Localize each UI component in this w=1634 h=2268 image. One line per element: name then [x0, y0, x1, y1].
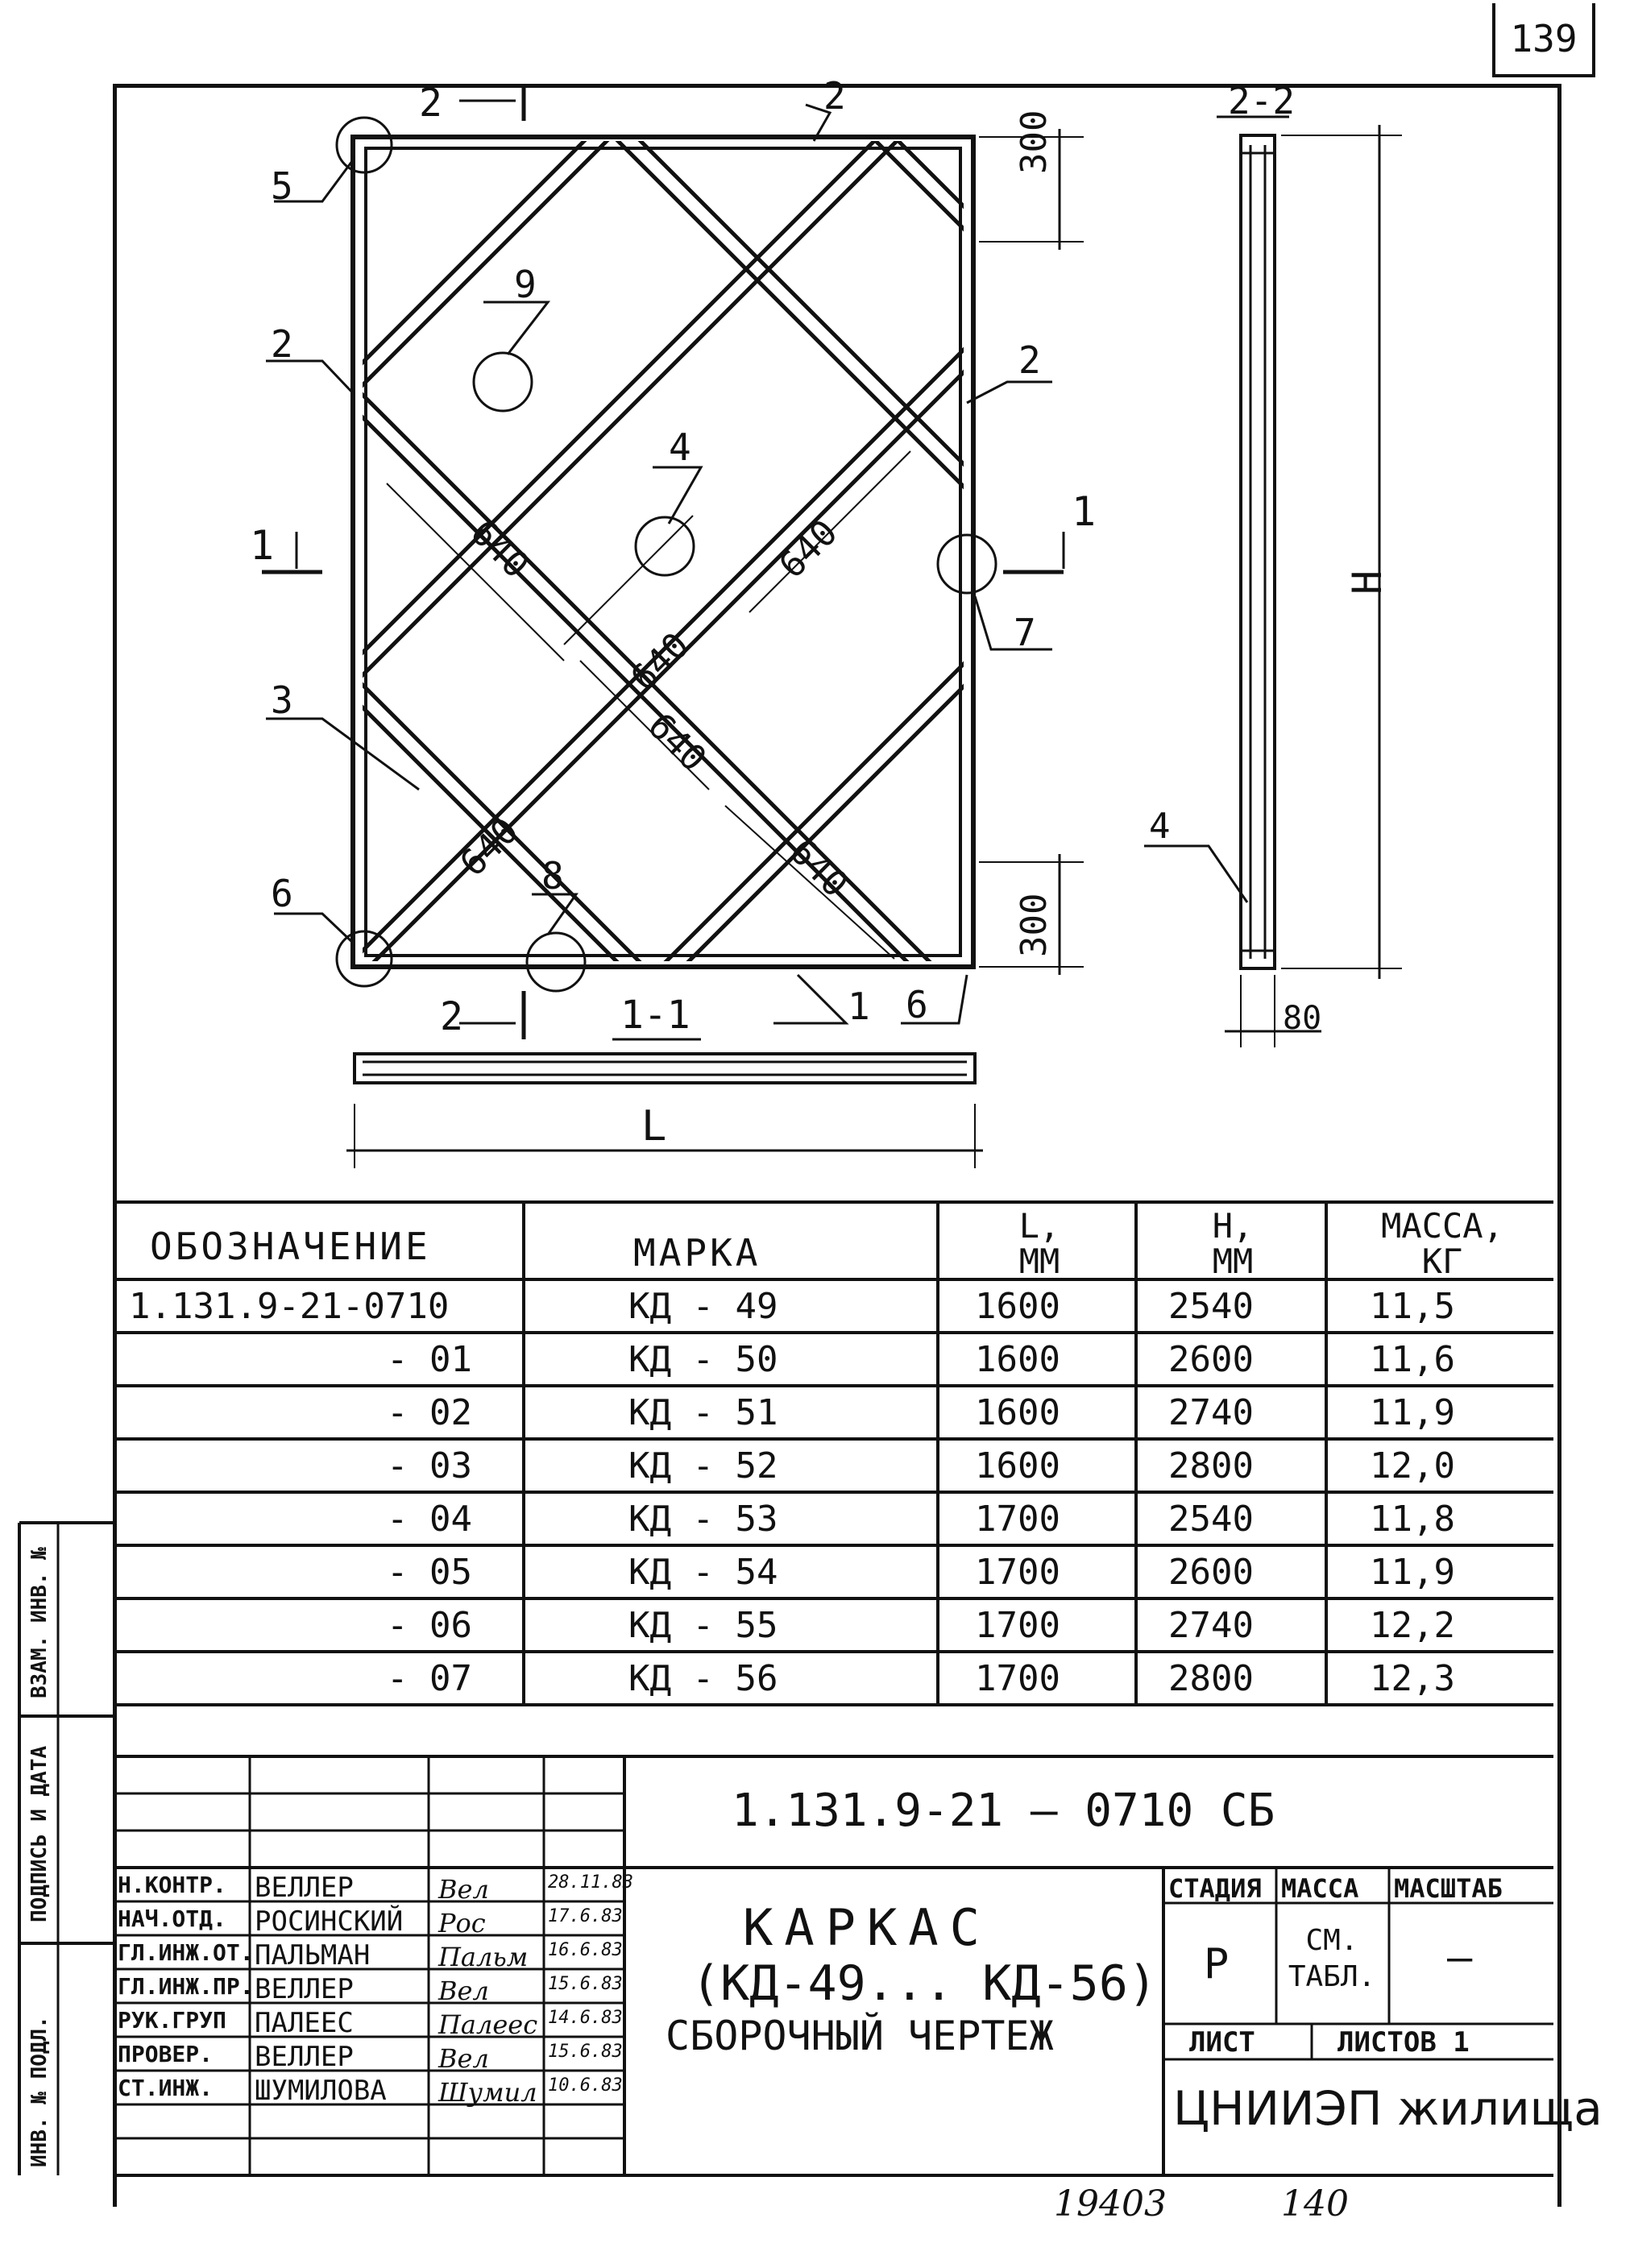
callout-2-right: 2 [1018, 338, 1041, 382]
signatory-signature: Вел [438, 1874, 489, 1905]
signatory-name: ШУМИЛОВА [255, 2075, 387, 2107]
signatory-signature: Рос [438, 1908, 486, 1938]
cell-height: 2800 [1168, 1657, 1254, 1699]
cell-mass: 12,2 [1370, 1604, 1455, 1646]
cell-height: 2740 [1168, 1604, 1254, 1646]
cell-designation: - 02 [387, 1391, 472, 1433]
sheets-label: ЛИСТОВ 1 [1337, 2026, 1470, 2059]
signatory-date: 17.6.83 [548, 1906, 623, 1926]
signatory-date: 28.11.83 [548, 1872, 633, 1893]
cell-designation: - 01 [387, 1338, 472, 1380]
cell-length: 1600 [975, 1391, 1060, 1433]
dim-L: L [641, 1102, 667, 1151]
section-2-2-label: 2-2 [1228, 79, 1296, 122]
signatory-role: Н.КОНТР. [118, 1872, 226, 1898]
header-length: L, ММ [1018, 1206, 1060, 1282]
signatory-date: 15.6.83 [548, 2042, 623, 2062]
header-mass: МАССА, КГ [1381, 1206, 1503, 1282]
callout-9: 9 [514, 263, 537, 306]
cell-length: 1600 [975, 1445, 1060, 1486]
header-designation: ОБОЗНАЧЕНИЕ [150, 1225, 431, 1268]
mass-label: МАССА [1281, 1873, 1359, 1904]
callout-8: 8 [541, 854, 564, 898]
page-number-text: 139 [1510, 17, 1578, 60]
header-mark: МАРКА [633, 1231, 761, 1275]
organization: ЦНИИЭП жилища [1173, 2081, 1603, 2136]
dim-640-d: 640 [639, 705, 715, 780]
cell-length: 1600 [975, 1285, 1060, 1327]
cell-designation: - 05 [387, 1551, 472, 1593]
signatory-date: 15.6.83 [548, 1974, 623, 1994]
signatory-role: НАЧ.ОТД. [118, 1905, 226, 1932]
section-1-1-label: 1-1 [620, 993, 691, 1038]
dim-640-e: 640 [452, 810, 527, 885]
cell-length: 1700 [975, 1657, 1060, 1699]
signatory-signature: Шумил [438, 2077, 537, 2108]
signatory-date: 16.6.83 [548, 1940, 623, 1960]
cell-height: 2800 [1168, 1445, 1254, 1486]
cell-mass: 11,9 [1370, 1551, 1455, 1593]
cell-mark: КД - 56 [628, 1657, 778, 1699]
cell-mark: КД - 49 [628, 1285, 778, 1327]
cell-mass: 12,0 [1370, 1445, 1455, 1486]
cell-height: 2600 [1168, 1551, 1254, 1593]
scale-value: — [1447, 1934, 1473, 1982]
cell-mark: КД - 53 [628, 1498, 778, 1540]
section-mark-2-bottom: 2 [440, 994, 463, 1039]
cell-designation: - 04 [387, 1498, 472, 1540]
cell-height: 2600 [1168, 1338, 1254, 1380]
cell-designation: 1.131.9-21-0710 [129, 1285, 450, 1327]
cell-height: 2540 [1168, 1285, 1254, 1327]
cell-length: 1700 [975, 1604, 1060, 1646]
cell-mass: 11,9 [1370, 1391, 1455, 1433]
cell-height: 2740 [1168, 1391, 1254, 1433]
mass-value: СМ. ТАБЛ. [1288, 1924, 1376, 1993]
archive-number: 19403 [1054, 2183, 1167, 2224]
dim-640-f: 640 [781, 831, 856, 906]
sheet-label: ЛИСТ [1189, 2026, 1255, 2059]
replace-inv-label: ВЗАМ. ИНВ. № [27, 1547, 52, 1698]
signatory-role: РУК.ГРУП [118, 2007, 226, 2034]
signatory-signature: Палеес [438, 2009, 538, 2040]
signatory-signature: Вел [438, 1976, 489, 2006]
dim-640-c: 640 [623, 624, 698, 699]
cell-mark: КД - 55 [628, 1604, 778, 1646]
cell-mass: 11,8 [1370, 1498, 1455, 1540]
cell-mark: КД - 51 [628, 1391, 778, 1433]
dim-300-bottom: 300 [1014, 893, 1055, 957]
callout-6-bottom: 6 [906, 983, 928, 1026]
cell-mass: 12,3 [1370, 1657, 1455, 1699]
signatory-name: ВЕЛЛЕР [255, 1973, 354, 2005]
signatory-date: 14.6.83 [548, 2008, 623, 2028]
header-height: H, ММ [1212, 1206, 1254, 1282]
dim-80: 80 [1283, 1000, 1322, 1037]
signatory-name: ПАЛЬМАН [255, 1939, 371, 1972]
title-line-3: СБОРОЧНЫЙ ЧЕРТЕЖ [666, 2013, 1054, 2059]
callout-1: 1 [848, 985, 870, 1028]
cell-length: 1600 [975, 1338, 1060, 1380]
signatory-name: ВЕЛЛЕР [255, 2041, 354, 2073]
sign-date-label: ПОДПИСЬ И ДАТА [27, 1745, 52, 1922]
title-line-1: КАРКАС [743, 1898, 991, 1957]
section-mark-1-left: 1 [250, 522, 275, 569]
next-page-number: 140 [1281, 2183, 1349, 2224]
dim-H: H [1344, 570, 1391, 595]
signatory-signature: Вел [438, 2043, 489, 2074]
dim-640-a: 640 [462, 512, 537, 587]
cell-designation: - 07 [387, 1657, 472, 1699]
scale-label: МАСШТАБ [1394, 1873, 1503, 1904]
cell-length: 1700 [975, 1551, 1060, 1593]
title-line-2: (КД-49... КД-56) [691, 1955, 1157, 2012]
cell-designation: - 06 [387, 1604, 472, 1646]
cell-mark: КД - 54 [628, 1551, 778, 1593]
signatory-name: ПАЛЕЕС [255, 2007, 354, 2039]
signatory-role: ПРОВЕР. [118, 2041, 214, 2067]
dim-640-b: 640 [771, 512, 846, 587]
signatory-role: ГЛ.ИНЖ.ПР. [118, 1973, 254, 2000]
callout-2-left: 2 [271, 322, 293, 366]
callout-3: 3 [271, 678, 293, 722]
stage-label: СТАДИЯ [1168, 1873, 1262, 1904]
cell-length: 1700 [975, 1498, 1060, 1540]
callout-5: 5 [271, 164, 293, 208]
inv-original-label: ИНВ. № ПОДЛ. [27, 2016, 52, 2167]
side-callout-4: 4 [1149, 806, 1171, 847]
signatory-name: РОСИНСКИЙ [255, 1905, 404, 1938]
callout-6-left: 6 [271, 872, 293, 915]
signatory-date: 10.6.83 [548, 2075, 623, 2096]
signatory-role: ГЛ.ИНЖ.ОТ. [118, 1939, 254, 1966]
dim-300-top: 300 [1014, 110, 1055, 174]
signatory-name: ВЕЛЛЕР [255, 1872, 354, 1904]
section-mark-2-top: 2 [419, 81, 442, 126]
callout-4: 4 [669, 425, 691, 469]
cell-height: 2540 [1168, 1498, 1254, 1540]
signatory-signature: Пальм [438, 1942, 529, 1972]
stage-value: Р [1204, 1940, 1230, 1988]
cell-mass: 11,6 [1370, 1338, 1455, 1380]
signatory-role: СТ.ИНЖ. [118, 2075, 214, 2101]
cell-mark: КД - 52 [628, 1445, 778, 1486]
cell-mass: 11,5 [1370, 1285, 1455, 1327]
cell-mark: КД - 50 [628, 1338, 778, 1380]
section-mark-1-right: 1 [1072, 488, 1097, 535]
cell-designation: - 03 [387, 1445, 472, 1486]
document-code: 1.131.9-21 — 0710 СБ [732, 1785, 1275, 1837]
callout-7: 7 [1014, 611, 1036, 654]
callout-2-top: 2 [823, 74, 846, 118]
